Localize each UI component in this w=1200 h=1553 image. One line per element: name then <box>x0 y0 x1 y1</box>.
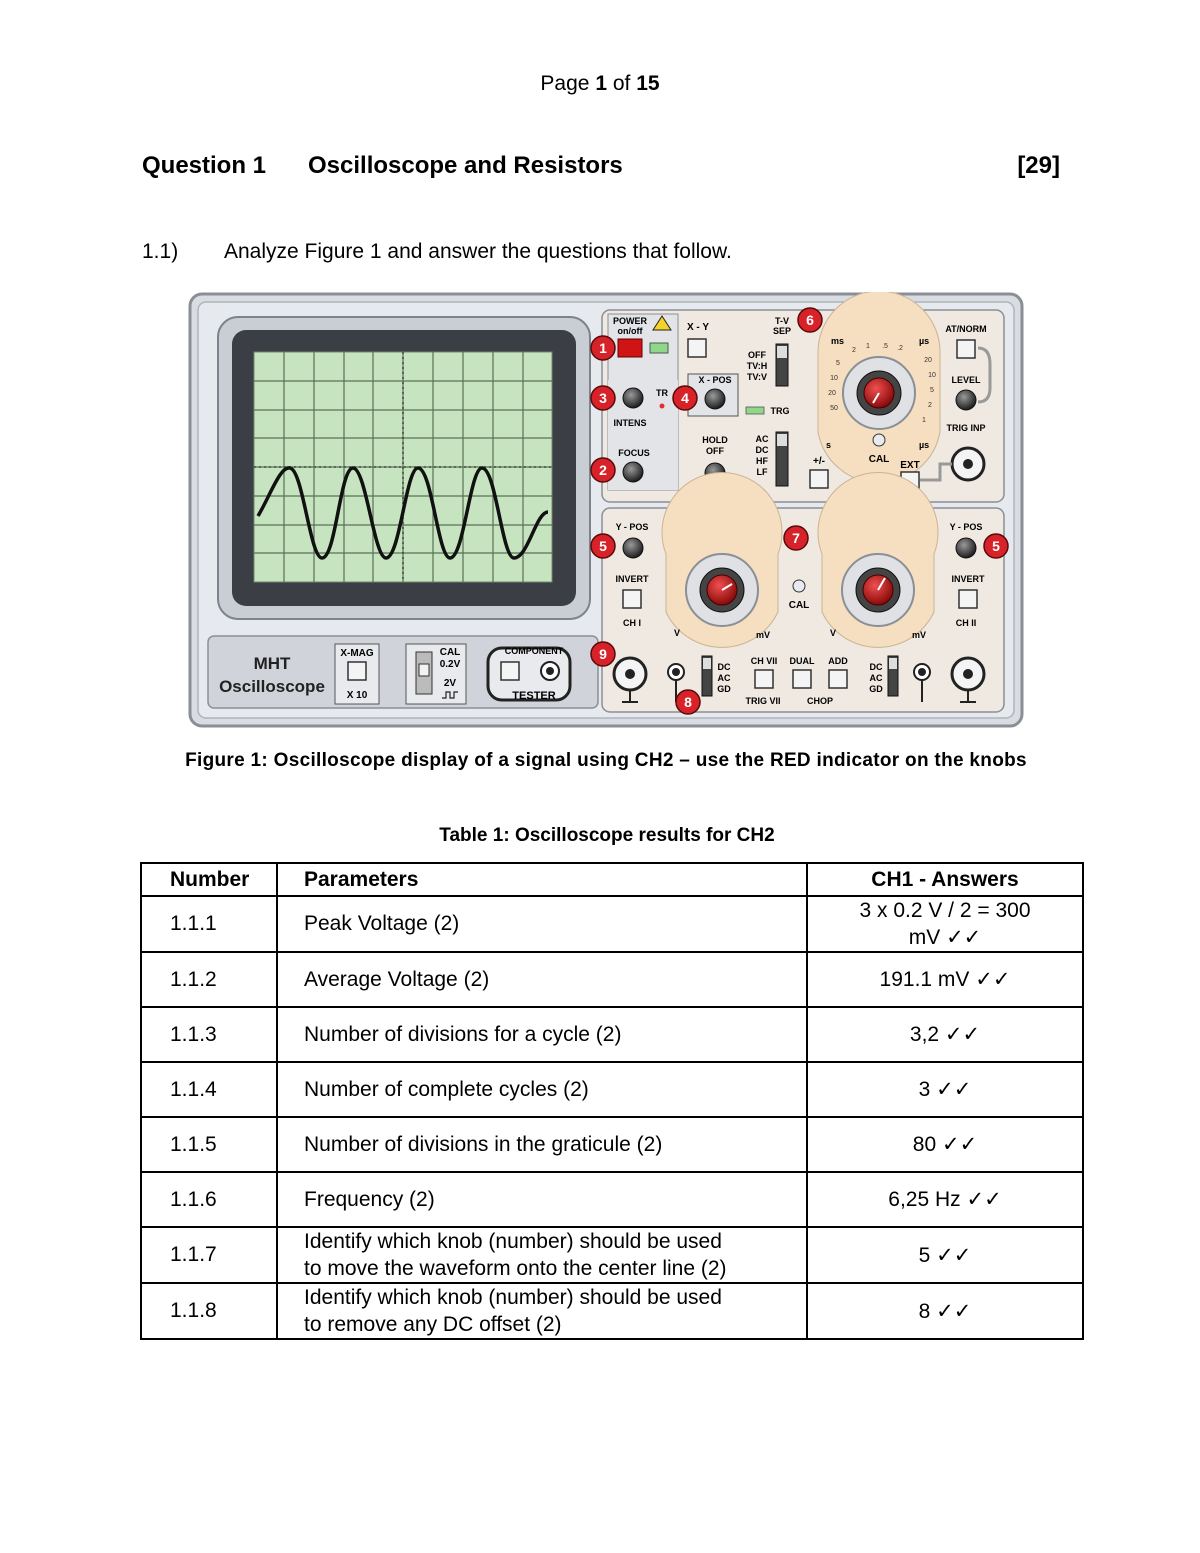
brand-line1: MHT <box>253 654 291 673</box>
svg-text:2: 2 <box>852 347 856 354</box>
question-marks: [29] <box>1017 152 1060 179</box>
marker-7-label: 7 <box>792 530 800 546</box>
x-pos-knob <box>705 389 725 409</box>
table-row <box>141 1117 1083 1172</box>
tvh-label: TV:H <box>746 361 768 371</box>
xmag-button <box>348 662 366 680</box>
chvii-label: CH VII <box>750 656 778 666</box>
lf-label: LF <box>756 467 768 477</box>
sub-question <box>142 240 732 264</box>
cal-2v-label: 2V <box>443 678 457 689</box>
table-row <box>141 1007 1083 1062</box>
table-caption: Table 1: Oscilloscope results for CH2 <box>439 825 775 846</box>
x-pos-label: X - POS <box>698 375 732 385</box>
marker-8-label: 8 <box>684 694 692 710</box>
ch1-label: CH I <box>623 618 641 628</box>
marker-5-ch2-label: 5 <box>992 538 1000 554</box>
row-parameter: Number of divisions in the graticule (2) <box>277 1117 807 1172</box>
header-answers: CH1 - Answers <box>807 863 1083 896</box>
page-current: 1 <box>595 72 607 95</box>
xmag-label: X-MAG <box>340 648 374 659</box>
ac-label: AC <box>755 434 769 444</box>
header-parameters: Parameters <box>277 863 807 896</box>
trg-label: TRG <box>770 406 790 416</box>
hold-label: HOLD <box>702 435 728 445</box>
header-number: Number <box>141 863 277 896</box>
oscilloscope-drawing <box>188 292 1024 728</box>
svg-text:20: 20 <box>924 357 932 364</box>
brand-line2: Oscilloscope <box>219 677 325 696</box>
row-number: 1.1.4 <box>141 1062 277 1117</box>
s-label: s <box>826 440 832 450</box>
page-header-prefix: Page <box>540 72 590 95</box>
invert-label-ch2: INVERT <box>951 574 985 584</box>
svg-text:1: 1 <box>922 417 926 424</box>
power-button <box>618 339 642 357</box>
row-answer <box>807 896 1083 952</box>
row-answer: 191.1 mV ✓✓ <box>807 952 1083 1007</box>
ms-label: ms <box>831 336 845 346</box>
v-label-ch1: V <box>674 628 681 638</box>
row-number: 1.1.1 <box>141 896 277 952</box>
off-label: OFF <box>748 350 766 360</box>
y-pos-label-ch1: Y - POS <box>615 522 649 532</box>
row-answer: 3 ✓✓ <box>807 1062 1083 1117</box>
row-parameter: Peak Voltage (2) <box>277 896 807 952</box>
answer-line1: 3 x 0.2 V / 2 = 300 <box>859 899 1031 922</box>
table-row <box>141 1283 1083 1339</box>
marker-1-label: 1 <box>599 340 607 356</box>
gd-label-ch1: GD <box>717 684 731 694</box>
invert-label-ch1: INVERT <box>615 574 649 584</box>
row-answer: 6,25 Hz ✓✓ <box>807 1172 1083 1227</box>
marker-9-label: 9 <box>599 646 607 662</box>
table-row <box>141 1062 1083 1117</box>
page-of: of <box>612 72 631 95</box>
parameter-line1: Identify which knob (number) should be used <box>304 1230 722 1253</box>
tr-label: TR <box>656 388 668 398</box>
component-label: COMPONENT <box>504 646 564 656</box>
row-answer: 3,2 ✓✓ <box>807 1007 1083 1062</box>
row-answer: 5 ✓✓ <box>807 1227 1083 1283</box>
focus-knob <box>623 462 643 482</box>
ch2-label: CH II <box>955 618 977 628</box>
table-row <box>141 1227 1083 1283</box>
ac-label-ch1: AC <box>717 673 731 683</box>
table-row <box>141 952 1083 1007</box>
oscilloscope-figure <box>188 292 1024 728</box>
page-header <box>0 72 1200 96</box>
ext-label: EXT <box>900 460 920 471</box>
question-topic: Oscilloscope and Resistors <box>308 152 623 179</box>
sub-question-text: Analyze Figure 1 and answer the questions that follow. <box>224 240 732 263</box>
trig-inp-label: TRIG INP <box>946 423 986 433</box>
marker-3-label: 3 <box>599 390 607 406</box>
row-number: 1.1.5 <box>141 1117 277 1172</box>
at-norm-label: AT/NORM <box>945 324 987 334</box>
sub-question-number: 1.1) <box>142 240 179 263</box>
row-answer: 80 ✓✓ <box>807 1117 1083 1172</box>
level-knob <box>956 390 976 410</box>
row-number: 1.1.3 <box>141 1007 277 1062</box>
row-number: 1.1.6 <box>141 1172 277 1227</box>
page-total: 15 <box>636 72 660 95</box>
us-label-top: µs <box>919 336 930 346</box>
sep-label: SEP <box>772 326 792 336</box>
hold-off-label: OFF <box>706 446 724 456</box>
xy-button <box>688 339 706 357</box>
row-parameter: Number of complete cycles (2) <box>277 1062 807 1117</box>
marker-5-ch1-label: 5 <box>599 538 607 554</box>
svg-text:2: 2 <box>928 402 932 409</box>
cal-02v-label: 0.2V <box>439 659 461 670</box>
gd-label-ch2: GD <box>869 684 883 694</box>
question-number: Question 1 <box>142 152 267 179</box>
row-number: 1.1.8 <box>141 1283 277 1339</box>
row-number: 1.1.2 <box>141 952 277 1007</box>
y-pos-knob-ch1 <box>623 538 643 558</box>
trig-vii-label: TRIG VII <box>745 696 781 706</box>
svg-text:.2: .2 <box>897 345 903 352</box>
marker-4-label: 4 <box>681 390 689 406</box>
x10-label: X 10 <box>346 690 368 701</box>
focus-label: FOCUS <box>618 448 650 458</box>
results-table <box>140 862 1084 1340</box>
mv-label-ch1: mV <box>756 630 771 640</box>
row-number: 1.1.7 <box>141 1227 277 1283</box>
on-off-label: on/off <box>617 326 643 336</box>
svg-text:20: 20 <box>828 390 836 397</box>
row-answer: 8 ✓✓ <box>807 1283 1083 1339</box>
answer-line2: mV ✓✓ <box>908 926 982 949</box>
intens-knob <box>623 388 643 408</box>
svg-text:5: 5 <box>930 387 934 394</box>
svg-text:.5: .5 <box>882 343 888 350</box>
question-title <box>142 152 1060 180</box>
v-label-ch2: V <box>830 628 837 638</box>
tvv-label: TV:V <box>746 372 768 382</box>
xy-label: X - Y <box>686 322 710 333</box>
us-label-bottom: µs <box>919 440 930 450</box>
parameter-line2: to move the waveform onto the center line (2) <box>304 1257 727 1280</box>
row-parameter <box>277 1283 807 1339</box>
power-label: POWER <box>612 316 648 326</box>
row-parameter <box>277 1227 807 1283</box>
parameter-line2: to remove any DC offset (2) <box>304 1313 562 1336</box>
parameter-line1: Identify which knob (number) should be used <box>304 1286 722 1309</box>
chop-label: CHOP <box>806 696 834 706</box>
row-parameter: Number of divisions for a cycle (2) <box>277 1007 807 1062</box>
dual-label: DUAL <box>789 656 815 666</box>
cal-volts-label: CAL <box>788 600 810 611</box>
marker-2-label: 2 <box>599 462 607 478</box>
figure-caption: Figure 1: Oscilloscope display of a signal using CH2 – use the RED indicator on the knobs <box>185 750 1027 771</box>
dc-label-ch1: DC <box>717 662 731 672</box>
plus-minus-label: +/- <box>813 456 825 467</box>
dc-label-ch2: DC <box>869 662 883 672</box>
intens-label: INTENS <box>613 418 647 428</box>
cal-time-label: CAL <box>868 454 890 465</box>
svg-text:10: 10 <box>830 375 838 382</box>
hf-label: HF <box>756 456 768 466</box>
table-row <box>141 1172 1083 1227</box>
y-pos-knob-ch2 <box>956 538 976 558</box>
dc-label: DC <box>755 445 769 455</box>
ac-label-ch2: AC <box>869 673 883 683</box>
table-row <box>141 896 1083 952</box>
row-parameter: Frequency (2) <box>277 1172 807 1227</box>
tv-label: T-V <box>774 316 790 326</box>
table-header-row <box>141 863 1083 896</box>
add-label: ADD <box>828 656 848 666</box>
y-pos-label-ch2: Y - POS <box>949 522 983 532</box>
mv-label-ch2: mV <box>912 630 927 640</box>
svg-text:50: 50 <box>830 405 838 412</box>
level-label: LEVEL <box>951 375 981 385</box>
marker-6-label: 6 <box>806 312 814 328</box>
tester-label: TESTER <box>512 690 556 702</box>
row-parameter: Average Voltage (2) <box>277 952 807 1007</box>
svg-text:5: 5 <box>836 360 840 367</box>
svg-text:10: 10 <box>928 372 936 379</box>
cal-label: CAL <box>439 647 461 658</box>
svg-text:1: 1 <box>866 343 870 350</box>
